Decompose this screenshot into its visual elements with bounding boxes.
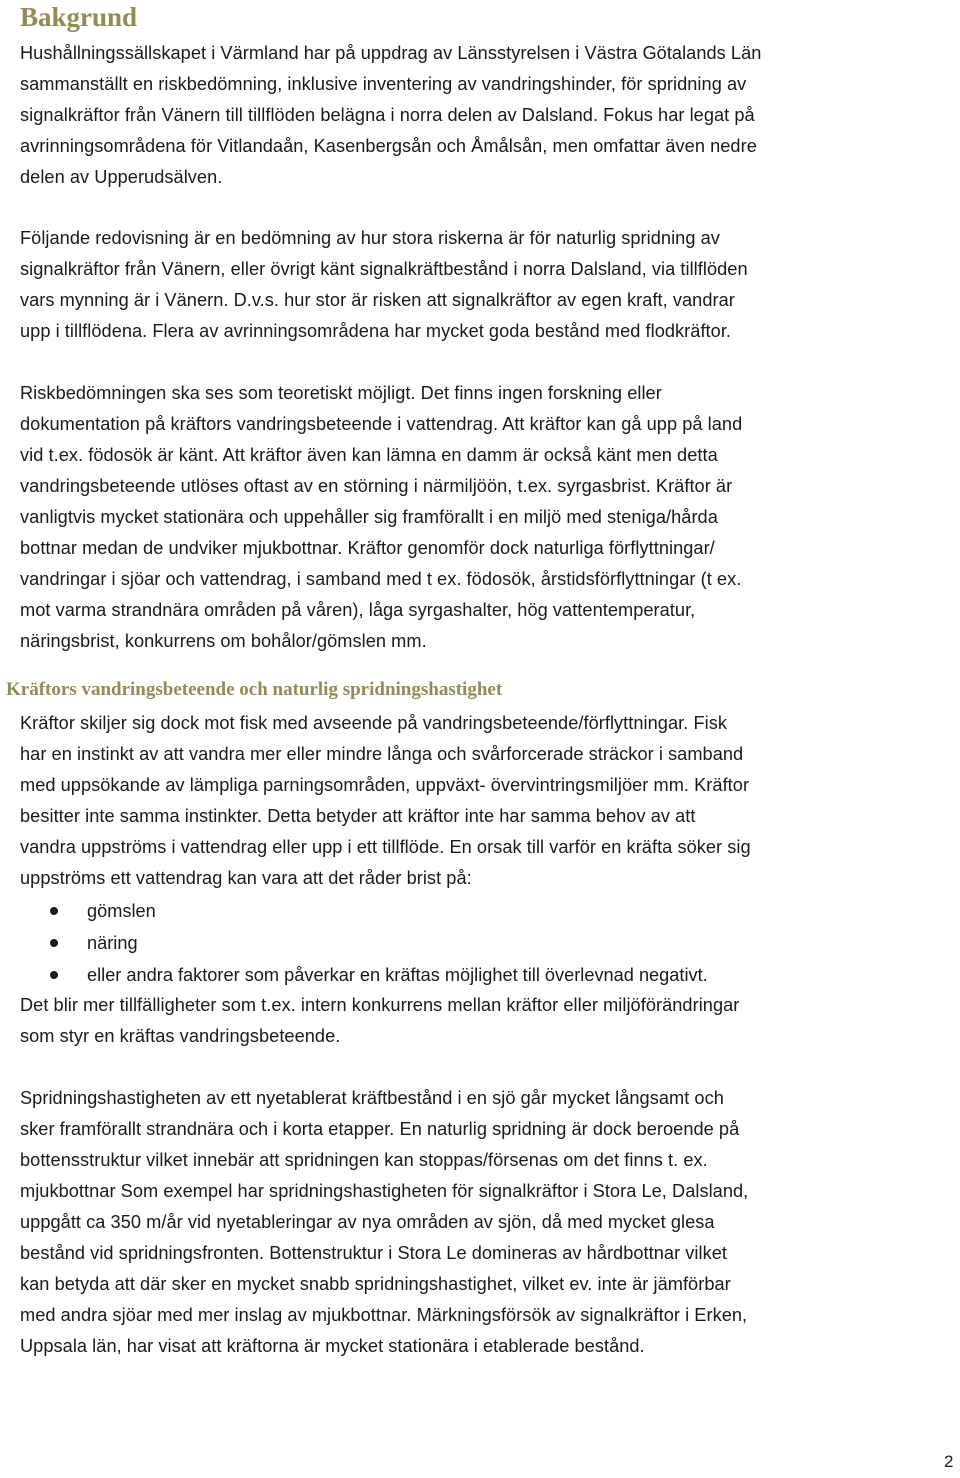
text-line: vandringsbeteende utlöses oftast av en störning i närmiljöön, t.ex. syrgasbrist. Kräftor är	[20, 476, 733, 496]
text-line: dokumentation på kräftors vandringsbeteende i vattendrag. Att kräftor kan gå upp på land	[20, 414, 743, 434]
text-line: upp i tillflödena. Flera av avrinningsområdena har mycket goda bestånd med flodkräftor.	[20, 321, 732, 341]
bullet-list	[20, 895, 950, 991]
text-line: bottnar medan de undviker mjukbottnar. Kräftor genomför dock naturliga förflyttningar/	[20, 538, 715, 558]
text-line: sker framförallt strandnära och i korta etapper. En naturlig spridning är dock beroende på	[20, 1119, 740, 1139]
text-line: kan betyda att där sker en mycket snabb spridningshastighet, vilket ev. inte är jämförbar	[20, 1274, 731, 1294]
paragraph-behaviour	[20, 708, 955, 894]
text-line: har en instinkt av att vandra mer eller mindre långa och svårforcerade sträckor i samband	[20, 744, 744, 764]
text-line: signalkräftor från Vänern, eller övrigt känt signalkräftbestånd i norra Dalsland, via tillflöden	[20, 259, 748, 279]
list-item-label: gömslen	[87, 901, 156, 921]
page-number: 2	[944, 1452, 954, 1471]
text-line: Uppsala län, har visat att kräftorna är mycket stationära i etablerade bestånd.	[20, 1336, 645, 1356]
text-line: vars mynning är i Vänern. D.v.s. hur stor är risken att signalkräftor av egen kraft, vandrar	[20, 290, 735, 310]
text-line: näringsbrist, konkurrens om bohålor/gömslen mm.	[20, 631, 427, 651]
subsection-heading: Kräftors vandringsbeteende och naturlig spridningshastighet	[6, 679, 503, 700]
text-line: vanligtvis mycket stationära och uppehåller sig framförallt i en miljö med steniga/hårda	[20, 507, 718, 527]
text-line: Hushållningssällskapet i Värmland har på uppdrag av Länsstyrelsen i Västra Götalands Län	[20, 43, 762, 63]
text-line: som styr en kräftas vandringsbeteende.	[20, 1026, 341, 1046]
paragraph-risk	[20, 378, 955, 657]
text-line: vid t.ex. födosök är känt. Att kräftor även kan lämna en damm är också känt men detta	[20, 445, 718, 465]
text-line: mot varma strandnära områden på våren), låga syrgashalter, hög vattentemperatur,	[20, 600, 696, 620]
text-line: Kräftor skiljer sig dock mot fisk med avseende på vandringsbeteende/förflyttningar. Fisk	[20, 713, 727, 733]
text-line: avrinningsområdena för Vitlandaån, Kasenbergsån och Åmålsån, men omfattar även nedre	[20, 136, 757, 156]
text-line: Följande redovisning är en bedömning av hur stora riskerna är för naturlig spridning av	[20, 228, 720, 248]
text-line: bestånd vid spridningsfronten. Bottenstruktur i Stora Le domineras av hårdbottnar vilket	[20, 1243, 728, 1263]
text-line: med uppsökande av lämpliga parningsområden, uppväxt- övervintringsmiljöer mm. Kräftor	[20, 775, 750, 795]
text-line: uppgått ca 350 m/år vid nyetableringar av nya områden av sjön, då med mycket glesa	[20, 1212, 715, 1232]
list-item	[20, 927, 950, 959]
text-line: mjukbottnar Som exempel har spridningshastigheten för signalkräftor i Stora Le, Dalsland,	[20, 1181, 749, 1201]
text-line: delen av Upperudsälven.	[20, 167, 223, 187]
paragraph-assessment	[20, 223, 955, 347]
text-line: vandra uppströms i vattendrag eller upp i ett tillflöde. En orsak till varför en kräfta söker sig	[20, 837, 751, 857]
text-line: Spridningshastigheten av ett nyetablerat kräftbestånd i en sjö går mycket långsamt och	[20, 1088, 724, 1108]
list-item	[20, 959, 950, 991]
bullet-icon	[50, 907, 58, 915]
paragraph-spread-speed	[20, 1083, 955, 1362]
bullet-icon	[50, 939, 58, 947]
paragraph-chance	[20, 990, 955, 1052]
list-item	[20, 895, 950, 927]
text-line: besitter inte samma instinkter. Detta betyder att kräftor inte har samma behov av att	[20, 806, 696, 826]
text-line: sammanställt en riskbedömning, inklusive inventering av vandringshinder, för spridning av	[20, 74, 747, 94]
text-line: Det blir mer tillfälligheter som t.ex. intern konkurrens mellan kräftor eller miljöförändringar	[20, 995, 740, 1015]
paragraph-intro	[20, 38, 955, 193]
text-line: vandringar i sjöar och vattendrag, i samband med t ex. födosök, årstidsförflyttningar (t ex.	[20, 569, 742, 589]
bullet-icon	[50, 971, 58, 979]
text-line: signalkräftor från Vänern till tillflöden belägna i norra delen av Dalsland. Fokus har legat på	[20, 105, 755, 125]
list-item-label: näring	[87, 933, 138, 953]
text-line: uppströms ett vattendrag kan vara att det råder brist på:	[20, 868, 472, 888]
section-heading: Bakgrund	[20, 2, 138, 32]
text-line: med andra sjöar med mer inslag av mjukbottnar. Märkningsförsök av signalkräftor i Erken,	[20, 1305, 748, 1325]
text-line: bottensstruktur vilket innebär att spridningen kan stoppas/försenas om det finns t. ex.	[20, 1150, 708, 1170]
text-line: Riskbedömningen ska ses som teoretiskt möjligt. Det finns ingen forskning eller	[20, 383, 662, 403]
list-item-label: eller andra faktorer som påverkar en kräftas möjlighet till överlevnad negativt.	[87, 965, 708, 985]
